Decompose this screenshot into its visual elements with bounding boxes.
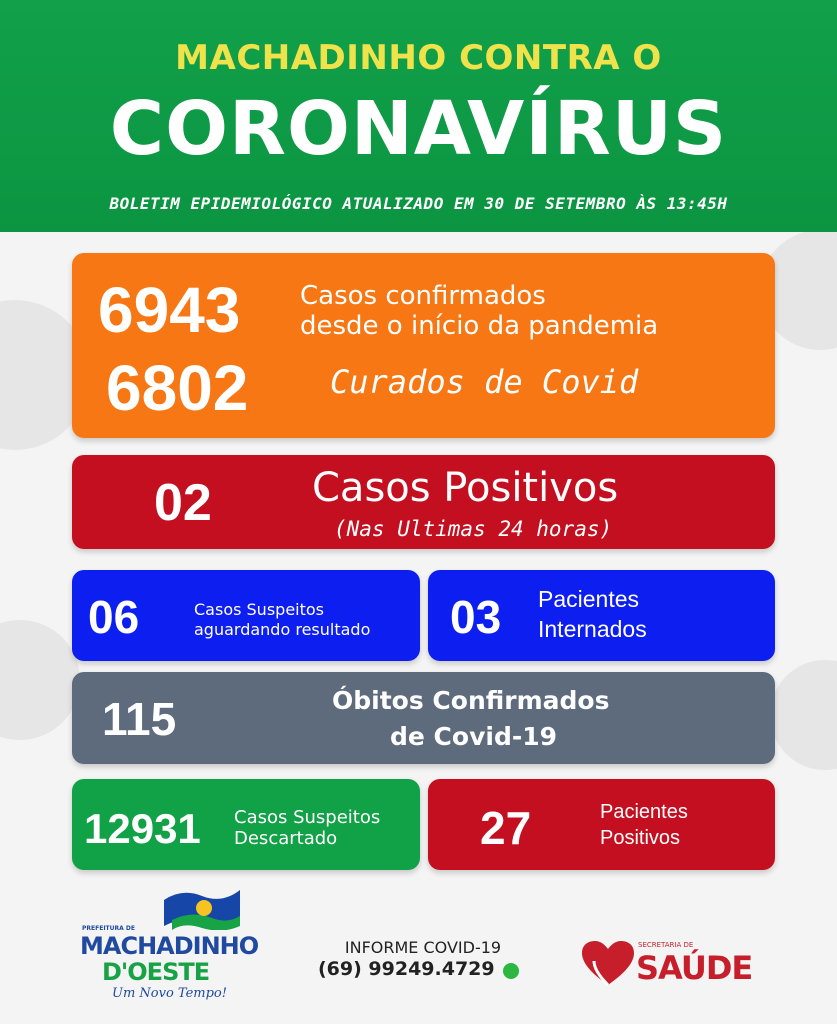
municipality-logo	[80, 880, 260, 1010]
confirmed-label-line2: desde o início da pandemia	[300, 311, 659, 341]
discarded-card	[72, 779, 420, 870]
bulletin-subtitle: BOLETIM EPIDEMIOLÓGICO ATUALIZADO EM 30 DE SETEMBRO ÀS 13:45H	[109, 194, 728, 213]
health-small-text: SECRETARIA DE	[638, 941, 694, 949]
logo-small-text: PREFEITURA DE	[82, 925, 135, 932]
positive-24h-label: Casos Positivos	[312, 465, 619, 511]
confirmed-cured-card	[72, 253, 775, 438]
discarded-count: 12931	[84, 805, 201, 852]
hospitalized-label-line1: Pacientes	[538, 586, 640, 612]
deaths-label-line2: de Covid-19	[390, 722, 558, 751]
discarded-label-line1: Casos Suspeitos	[234, 807, 381, 828]
header-top-title: MACHADINHO CONTRA O	[175, 38, 662, 78]
hospitalized-card	[428, 570, 775, 661]
positive-24h-card	[72, 455, 775, 549]
background-virus-decoration	[770, 660, 837, 770]
deaths-card	[72, 672, 775, 764]
deaths-count: 115	[102, 693, 177, 745]
contact-phone[interactable]	[318, 958, 538, 982]
cured-label: Curados de Covid	[330, 363, 639, 401]
confirmed-count: 6943	[98, 274, 241, 346]
hospitalized-label-line2: Internados	[538, 616, 647, 642]
whatsapp-icon	[503, 963, 519, 979]
sun-flag-icon	[162, 880, 242, 930]
logo-line1: MACHADINHO	[80, 932, 259, 960]
positive-24h-count: 02	[154, 474, 212, 532]
background-virus-decoration	[0, 620, 80, 740]
suspects-label-line1: Casos Suspeitos	[194, 600, 324, 619]
header-main-title: CORONAVÍRUS	[109, 86, 728, 172]
suspects-count: 06	[88, 591, 140, 643]
cured-count: 6802	[106, 352, 249, 424]
confirmed-label-line1: Casos confirmados	[300, 281, 546, 311]
suspects-label-line2: aguardando resultado	[194, 620, 371, 639]
header-banner	[0, 0, 837, 232]
positive-patients-label-line2: Positivos	[600, 827, 681, 849]
informe-label: INFORME COVID-19	[344, 938, 502, 957]
logo-line2: D'OESTE	[102, 958, 210, 986]
positive-24h-sublabel: (Nas Ultimas 24 horas)	[334, 517, 613, 541]
phone-number: (69) 99249.4729	[318, 958, 495, 980]
health-name: SAÚDE	[636, 949, 753, 987]
health-department-logo	[580, 935, 780, 995]
hospitalized-count: 03	[450, 591, 502, 643]
discarded-label-line2: Descartado	[234, 828, 338, 849]
positive-patients-label-line1: Pacientes	[600, 801, 688, 823]
positive-patients-card	[428, 779, 775, 870]
suspects-card	[72, 570, 420, 661]
logo-slogan: Um Novo Tempo!	[112, 986, 227, 1001]
positive-patients-count: 27	[480, 802, 532, 854]
deaths-label-line1: Óbitos Confirmados	[332, 686, 610, 715]
heart-icon	[580, 939, 636, 989]
